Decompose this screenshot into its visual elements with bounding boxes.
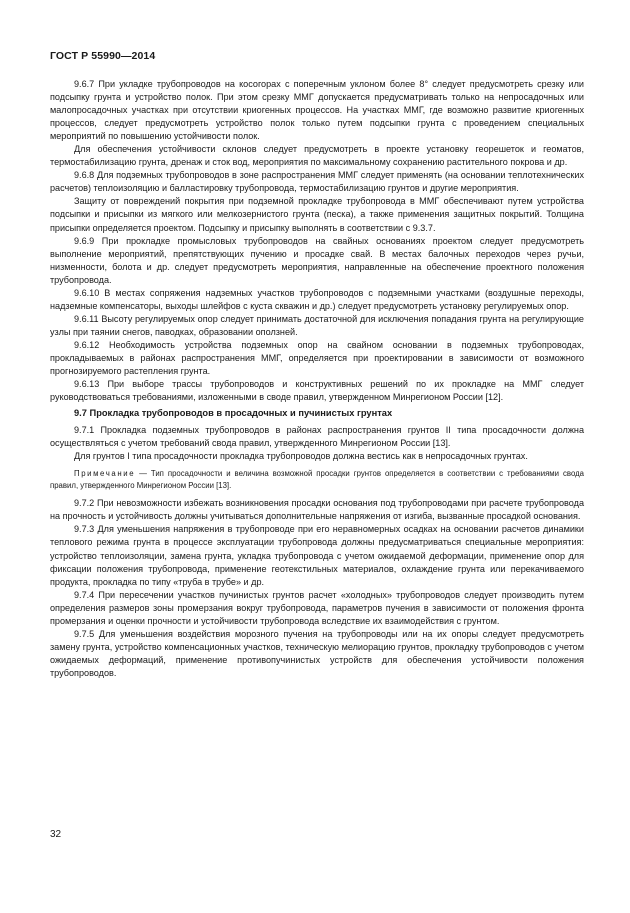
- note-text: — Тип просадочности и величина возможной просадки грунтов определяется в соответствии с требованиями свода правил, утвержденного Минрегионом России [13].: [50, 469, 584, 490]
- standard-header: ГОСТ Р 55990—2014: [50, 50, 156, 62]
- paragraph-slope-stability: Для обеспечения устойчивости склонов следует предусмотреть в проекте установку георешеток и геоматов, термостабилизацию грунта, дренаж и сток вод, мероприятия по максимальному сохранению растительного покрова и др.: [50, 144, 584, 168]
- paragraph-9-6-12: 9.6.12 Необходимость устройства подземных опор на свайном основании в подземных трубопроводах, прокладываемых в районах распространения ММГ, определяется при проектировании в зависимости от возможного прогнозируемого растепления грунта.: [50, 339, 584, 377]
- paragraph-9-7-2: 9.7.2 При невозможности избежать возникновения просадки основания под трубопроводами при расчете трубопровода на прочность и устойчивость должны учитываться дополнительные напряжения от изгиба, вызванные просадкой основания.: [50, 498, 584, 522]
- paragraph-9-7-1: 9.7.1 Прокладка подземных трубопроводов в районах распространения грунтов II типа просадочности должна осуществляться с учетом требований свода правил, утвержденного Минрегионом России [13].: [50, 425, 584, 449]
- paragraph-9-7-5: 9.7.5 Для уменьшения воздействия морозного пучения на трубопроводы или на их опоры следует предусмотреть замену грунта, устройство компенсационных участков, техническую мелиорацию грунтов, прокладку трубопроводов с учетом ожидаемых деформаций, применение противопучинистых устройств для обеспечения устойчивости положения трубопроводов.: [50, 628, 584, 678]
- note: [50, 468, 584, 491]
- section-heading-9-7: 9.7 Прокладка трубопроводов в просадочных и пучинистых грунтах: [74, 408, 393, 419]
- page-body: [50, 78, 584, 680]
- paragraph-9-6-13: 9.6.13 При выборе трассы трубопроводов и конструктивных решений по их прокладке на ММГ следует руководствоваться требованиями, изложенными в своде правил, утвержденном Минрегионом России [12].: [50, 379, 584, 403]
- paragraph-9-6-11: 9.6.11 Высоту регулируемых опор следует принимать достаточной для исключения попадания грунта на регулирующие узлы при таянии снегов, паводках, образовании оползней.: [50, 313, 584, 337]
- paragraph-9-6-10: 9.6.10 В местах сопряжения надземных участков трубопроводов с подземными участками (воздушные переходы, надземные компенсаторы, выходы шлейфов с куста скважин и др.) следует предусмотреть установку регулируемых опор.: [50, 287, 584, 311]
- paragraph-coating-protection: Защиту от повреждений покрытия при подземной прокладке трубопровода в ММГ обеспечивают путем устройства подсыпки и присыпки из мягкого или мелкозернистого грунта (песка), а также применения защитных покрытий. Толщина присыпки определяется проектом. Подсыпку и присыпку выполнять в соответствии с 9.3.7.: [50, 196, 584, 233]
- paragraph-9-6-7: 9.6.7 При укладке трубопроводов на косогорах с поперечным уклоном более 8° следует предусмотреть срезку или подсыпку грунта и устройство полок. При этом срезку ММГ допускается предусматривать только на непросадочных или малопросадочных участках при отсутствии криогенных процессов. На участках ММГ, где возможно развитие криогенных процессов, следует предусмотреть устройство полок только путем подсыпки грунта с проведением специальных мероприятий по повышению устойчивости полок.: [50, 79, 584, 142]
- paragraph-9-7-4: 9.7.4 При пересечении участков пучинистых грунтов расчет «холодных» трубопроводов следует производить путем определения размеров зоны промерзания вокруг трубопровода, параметров пучения в зависимости от положения фронта промерзания и оценки прочности и устойчивости трубопровода вследствие их взаимодействия с грунтом.: [50, 589, 584, 626]
- paragraph-9-6-9: 9.6.9 При прокладке промысловых трубопроводов на свайных основаниях проектом следует предусмотреть выполнение мероприятий, препятствующих пучению и просадке свай. В местах балочных переходов через ручьи, низменности, болота и др. следует предусмотреть мероприятия, направленные на обеспечение проектного положения трубопровода.: [50, 235, 584, 285]
- note-label: Примечание: [74, 469, 136, 479]
- page-number: 32: [50, 829, 62, 840]
- paragraph-type-1-soils: Для грунтов I типа просадочности прокладка трубопроводов должна вестись как в непросадочных грунтах.: [74, 451, 528, 462]
- paragraph-9-7-3: 9.7.3 Для уменьшения напряжения в трубопроводе при его неравномерных осадках на основании расчетов динамики теплового режима грунта в процессе эксплуатации трубопровода должны предусматриваться специальные мероприятия: устройство теплоизоляции, замена грунта, укладка трубопровода с учетом ожидаемой деформации, применение опор для фиксации положения трубопровода, применение геотекстильных материалов, охлаждение грунта или перекачиваемого продукта, прокладка по типу «труба в трубе» и др.: [50, 524, 584, 587]
- paragraph-9-6-8: 9.6.8 Для подземных трубопроводов в зоне распространения ММГ следует применять (на основании теплотехнических расчетов) теплоизоляцию и балластировку трубопровода, термостабилизацию грунтов и другие мероприятия.: [50, 170, 584, 194]
